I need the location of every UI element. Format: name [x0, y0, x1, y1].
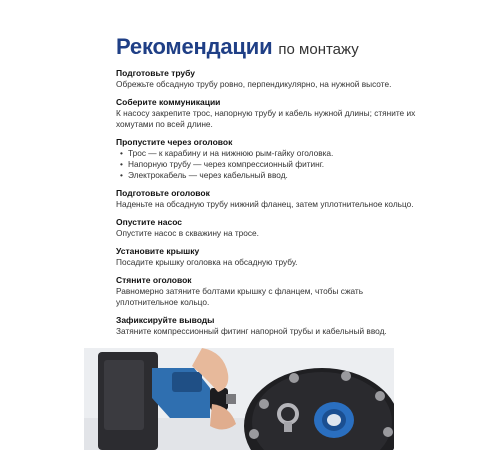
step-text: Равномерно затяните болтами крышку с фланцем, чтобы сжать уплотнительное кольцо.: [116, 286, 364, 307]
instructions: [116, 34, 416, 344]
page-header: [116, 34, 416, 60]
page-subtitle: по монтажу: [278, 41, 359, 58]
step-prepare-head: [116, 188, 416, 210]
bullet-list: [116, 148, 416, 181]
bullet-item: • Напорную трубу — через компрессионный фитинг.: [128, 159, 416, 170]
installation-photo: [84, 348, 394, 450]
step-title: Пропустите через оголовок: [116, 137, 233, 147]
step-tighten: [116, 275, 416, 308]
step-text: К насосу закрепите трос, напорную трубу и кабель нужной длины; стяните их хомутами по всей длине.: [116, 108, 416, 129]
bullet-item: • Электрокабель — через кабельный ввод.: [128, 170, 416, 181]
step-text: Посадите крышку оголовка на обсадную трубу.: [116, 257, 298, 267]
step-title: Опустите насос: [116, 217, 183, 227]
step-text: Затяните компрессионный фитинг напорной трубы и кабельный ввод.: [116, 326, 387, 336]
step-install-cover: [116, 246, 416, 268]
step-title: Подготовьте оголовок: [116, 188, 210, 198]
step-text: Наденьте на обсадную трубу нижний фланец, затем уплотнительное кольцо.: [116, 199, 414, 209]
step-text: Обрежьте обсадную трубу ровно, перпендикулярно, на нужной высоте.: [116, 79, 392, 89]
step-title: Соберите коммуникации: [116, 97, 221, 107]
bullet-item: • Трос — к карабину и на нижнюю рым-гайку оголовка.: [128, 148, 416, 159]
step-title: Зафиксируйте выводы: [116, 315, 215, 325]
step-fix-outputs: [116, 315, 416, 337]
step-title: Подготовьте трубу: [116, 68, 196, 78]
step-lower-pump: [116, 217, 416, 239]
step-assemble: [116, 97, 416, 130]
drill-and-wellhead-illustration: [84, 348, 394, 450]
step-title: Стяните оголовок: [116, 275, 192, 285]
step-text: Опустите насос в скважину на тросе.: [116, 228, 259, 238]
step-prepare-pipe: [116, 68, 416, 90]
step-pass-through: [116, 137, 416, 181]
step-title: Установите крышку: [116, 246, 200, 256]
page-title: Рекомендации: [116, 34, 273, 59]
